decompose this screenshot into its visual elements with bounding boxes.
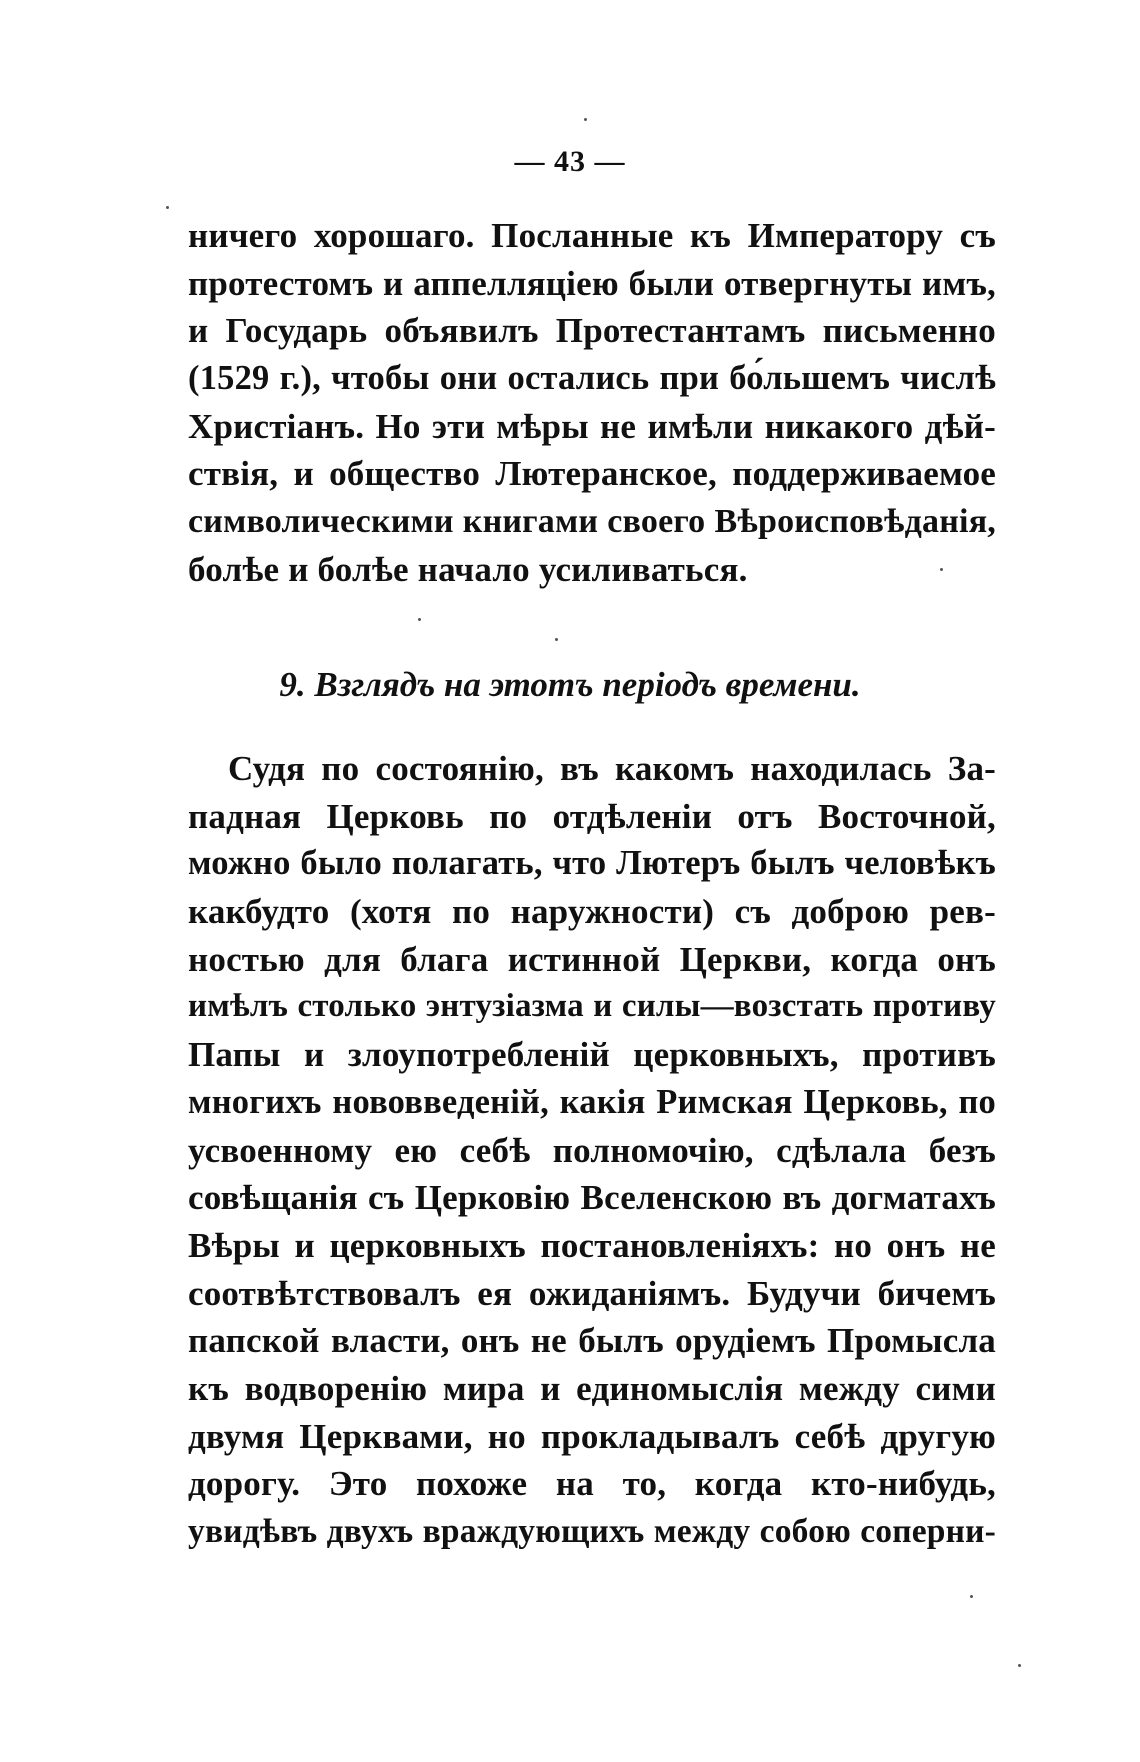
paragraph: [188, 745, 996, 1556]
text-line: дорогу. Это похоже на то, когда кто-нибудь,: [188, 1464, 996, 1504]
text-line: ствія, и общество Лютеранское, поддерживаемое: [188, 454, 996, 494]
text-line: символическими книгами своего Вѣроисповѣданія,: [188, 503, 996, 541]
text-line: двумя Церквами, но прокладывалъ себѣ другую: [188, 1416, 996, 1456]
print-speck: [970, 1595, 973, 1598]
text-line: совѣщанія съ Церковію Вселенскою въ догматахъ: [188, 1178, 996, 1218]
text-line: протестомъ и аппелляціею были отвергнуты имъ,: [188, 263, 996, 303]
page-number: — 43 —: [514, 145, 626, 178]
print-speck: [166, 206, 169, 209]
text-line: (1529 г.), чтобы они остались при бо́льшемъ числѣ: [188, 359, 996, 398]
text-line: болѣе и болѣе начало усиливаться.: [188, 549, 748, 589]
text-line: падная Церковь по отдѣленіи отъ Восточной,: [188, 796, 996, 836]
text-line: и Государь объявилъ Протестантамъ письменно: [188, 311, 996, 351]
text-line: Папы и злоупотребленій церковныхъ, противъ: [188, 1035, 996, 1075]
text-line: ностью для блага истинной Церкви, когда онъ: [188, 939, 996, 979]
print-speck: [555, 638, 558, 641]
text-line: ничего хорошаго. Посланные къ Императору съ: [188, 216, 996, 255]
section-heading: 9. Взглядъ на этотъ періодъ времени.: [279, 665, 861, 704]
text-line: усвоенному ею себѣ полномочію, сдѣлала безъ: [188, 1130, 996, 1170]
text-line: папской власти, онъ не былъ орудіемъ Промысла: [188, 1321, 996, 1361]
text-line: соотвѣтствовалъ ея ожиданіямъ. Будучи бичемъ: [188, 1273, 996, 1313]
paragraph-continued: [188, 212, 996, 594]
print-speck: [418, 618, 421, 621]
text-line: Христіанъ. Но эти мѣры не имѣли никакого дѣй-: [188, 406, 996, 446]
print-speck: [1018, 1664, 1021, 1667]
text-line: Судя по состоянію, въ какомъ находилась За-: [228, 749, 996, 788]
text-line: можно было полагать, что Лютеръ былъ человѣкъ: [188, 844, 996, 883]
print-speck: [940, 568, 943, 571]
text-line: имѣлъ столько энтузіазма и силы—возстать противу: [188, 988, 996, 1025]
text-line: увидѣвъ двухъ враждующихъ между собою соперни-: [188, 1513, 996, 1550]
text-line: Вѣры и церковныхъ постановленіяхъ: но онъ не: [188, 1225, 996, 1265]
text-line: какбудто (хотя по наружности) съ доброю рев-: [188, 892, 996, 932]
print-speck: [584, 118, 587, 121]
text-line: къ водворенію мира и единомыслія между сими: [188, 1368, 996, 1408]
text-line: многихъ нововведеній, какія Римская Церковь, по: [188, 1082, 996, 1121]
